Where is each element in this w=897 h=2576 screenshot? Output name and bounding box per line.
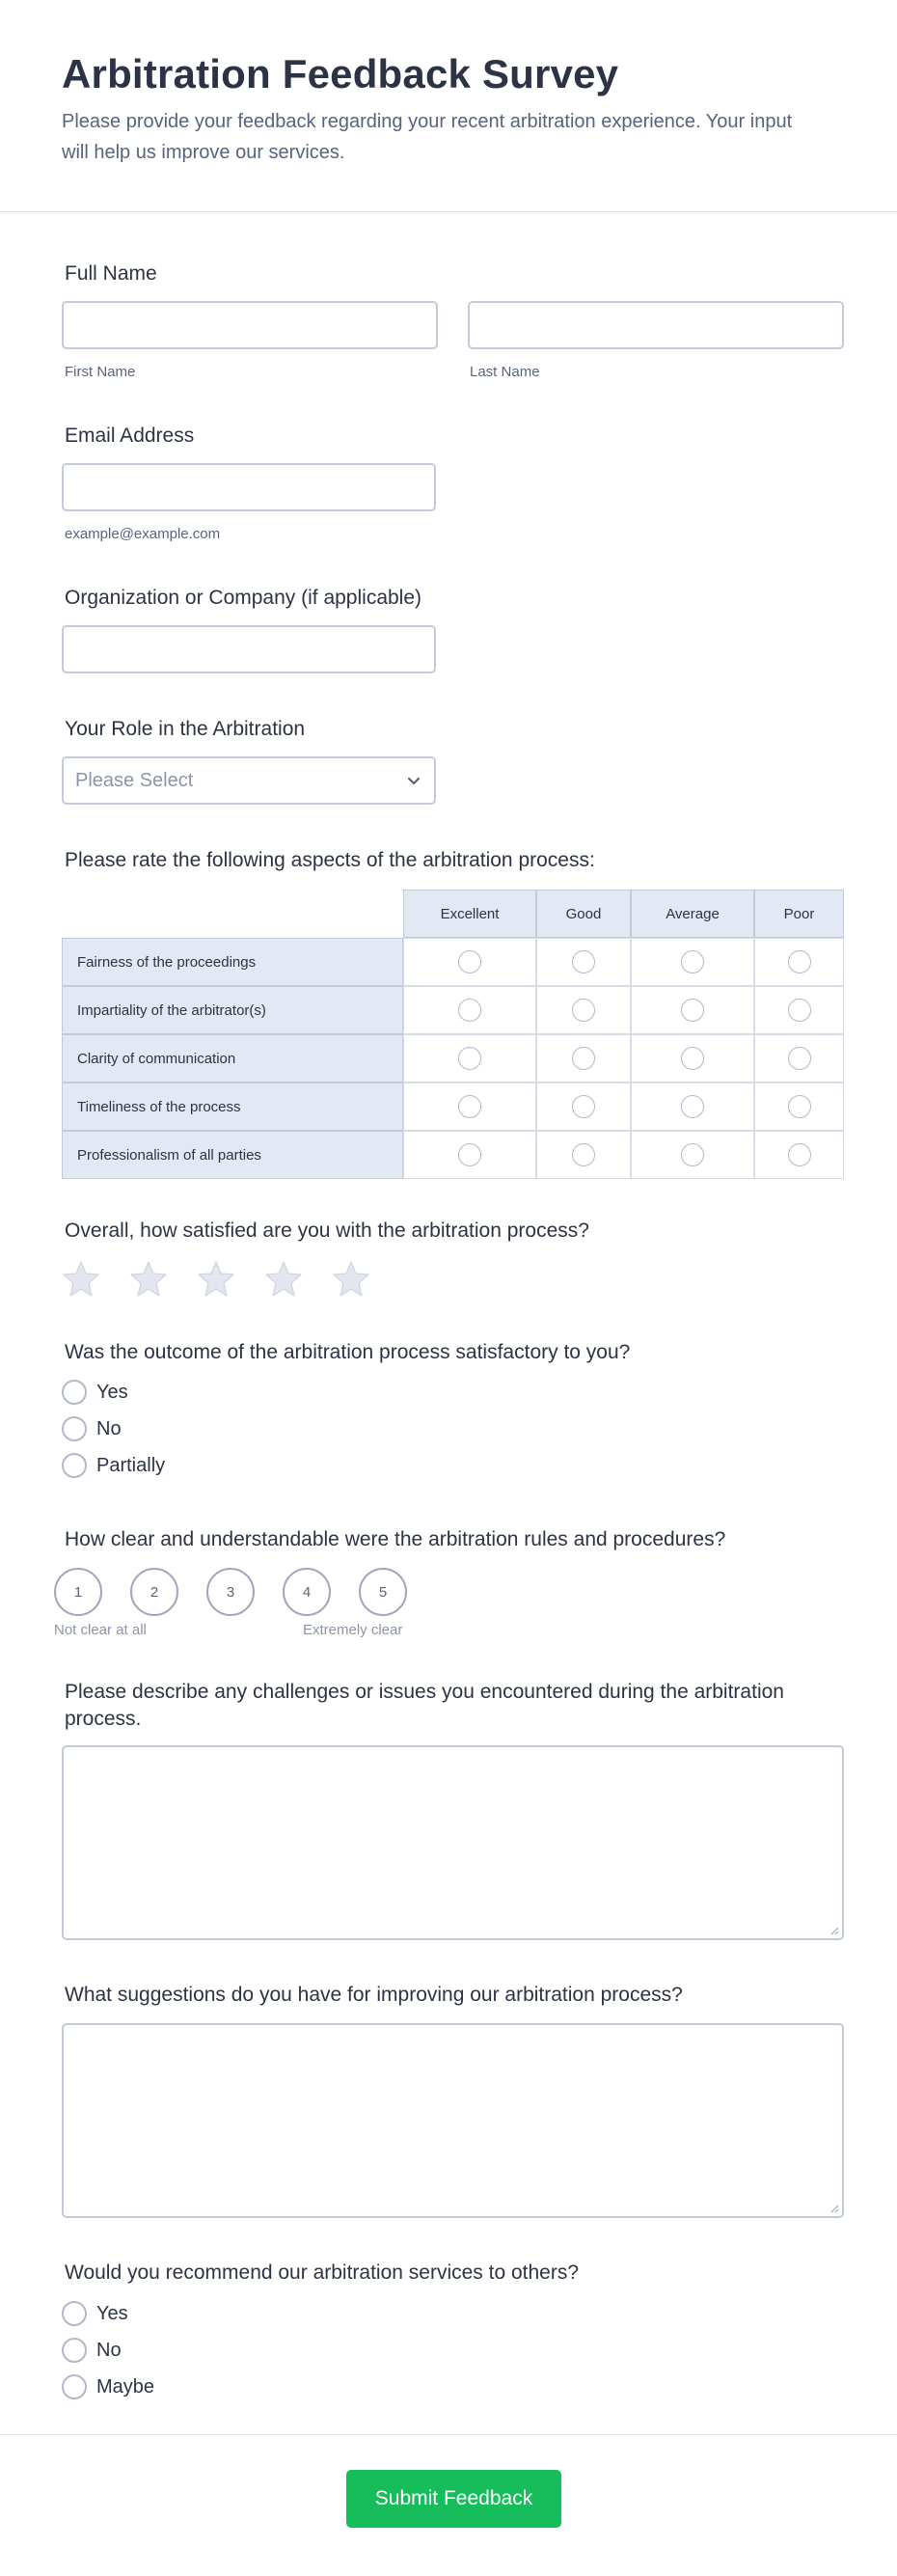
page-subtitle: Please provide your feedback regarding your recent arbitration experience. Your input will help us improve our services.: [62, 111, 793, 163]
star-icon[interactable]: [129, 1259, 168, 1298]
matrix-row-label: Fairness of the proceedings: [62, 938, 403, 986]
role-select-value: Please Select: [75, 769, 194, 791]
recommend-option-maybe[interactable]: [62, 2374, 154, 2399]
role-label: Your Role in the Arbitration: [65, 718, 306, 740]
radio-button[interactable]: [62, 2338, 87, 2363]
resize-handle-icon[interactable]: [829, 2204, 839, 2213]
matrix-row: [62, 1034, 844, 1082]
matrix-radio[interactable]: [681, 1143, 704, 1166]
challenges-textarea[interactable]: [62, 1745, 844, 1940]
matrix-radio[interactable]: [681, 1095, 704, 1118]
matrix-radio[interactable]: [788, 1095, 811, 1118]
matrix-radio[interactable]: [681, 950, 704, 973]
scale-option-5[interactable]: 5: [359, 1568, 407, 1616]
scale-high-caption: Extremely clear: [303, 1622, 403, 1638]
suggestions-textarea[interactable]: [62, 2023, 844, 2218]
clarity-label: How clear and understandable were the arbitration rules and procedures?: [65, 1528, 726, 1550]
matrix-row-label: Timeliness of the process: [62, 1082, 403, 1131]
matrix-radio[interactable]: [458, 1047, 481, 1070]
radio-label: Yes: [96, 2302, 128, 2324]
matrix-radio[interactable]: [681, 999, 704, 1022]
star-icon[interactable]: [264, 1259, 303, 1298]
matrix-col-header: Poor: [754, 890, 844, 938]
matrix-radio[interactable]: [572, 950, 595, 973]
recommend-option-no[interactable]: [62, 2338, 122, 2363]
first-name-sublabel: First Name: [65, 364, 136, 380]
organization-label: Organization or Company (if applicable): [65, 587, 422, 609]
scale-option-1[interactable]: 1: [54, 1568, 102, 1616]
radio-button[interactable]: [62, 1380, 87, 1405]
scale-low-caption: Not clear at all: [54, 1622, 147, 1638]
submit-button[interactable]: Submit Feedback: [346, 2470, 561, 2528]
matrix-radio[interactable]: [572, 999, 595, 1022]
matrix-radio[interactable]: [572, 1095, 595, 1118]
matrix-row-label: Impartiality of the arbitrator(s): [62, 986, 403, 1034]
matrix-col-header: Average: [631, 890, 754, 938]
radio-button[interactable]: [62, 1453, 87, 1478]
outcome-option-partially[interactable]: [62, 1453, 165, 1478]
radio-label: No: [96, 2339, 122, 2361]
resize-handle-icon[interactable]: [829, 1926, 839, 1935]
recommend-option-yes[interactable]: [62, 2301, 128, 2326]
radio-button[interactable]: [62, 2374, 87, 2399]
matrix-radio[interactable]: [788, 950, 811, 973]
matrix-radio[interactable]: [458, 1095, 481, 1118]
matrix-row: [62, 986, 844, 1034]
page-title: Arbitration Feedback Survey: [62, 51, 619, 96]
outcome-label: Was the outcome of the arbitration process satisfactory to you?: [65, 1341, 631, 1363]
outcome-option-yes[interactable]: [62, 1380, 128, 1405]
scale-option-2[interactable]: 2: [130, 1568, 178, 1616]
matrix-col-header: Excellent: [403, 890, 536, 938]
email-label: Email Address: [65, 425, 195, 447]
matrix-radio[interactable]: [458, 950, 481, 973]
matrix-radio[interactable]: [788, 1143, 811, 1166]
organization-input[interactable]: [62, 625, 436, 673]
suggestions-label: What suggestions do you have for improving our arbitration process?: [65, 1984, 683, 2006]
rating-matrix: [62, 890, 844, 1179]
recommend-label: Would you recommend our arbitration services to others?: [65, 2261, 580, 2284]
matrix-corner: [62, 890, 403, 938]
last-name-sublabel: Last Name: [470, 364, 540, 380]
matrix-radio[interactable]: [572, 1143, 595, 1166]
radio-button[interactable]: [62, 1416, 87, 1441]
matrix-col-header: Good: [536, 890, 631, 938]
matrix-radio[interactable]: [788, 999, 811, 1022]
form-header: [0, 0, 897, 212]
radio-label: Partially: [96, 1454, 166, 1476]
radio-button[interactable]: [62, 2301, 87, 2326]
full-name-label: Full Name: [65, 262, 157, 285]
matrix-radio[interactable]: [788, 1047, 811, 1070]
star-rating: [62, 1259, 370, 1298]
scale-option-4[interactable]: 4: [283, 1568, 331, 1616]
star-icon[interactable]: [197, 1259, 235, 1298]
chevron-down-icon: [405, 772, 422, 789]
challenges-label: Please describe any challenges or issues you encountered during the arbitration process.: [65, 1681, 784, 1730]
email-sublabel: example@example.com: [65, 526, 221, 542]
star-icon[interactable]: [332, 1259, 370, 1298]
matrix-row-label: Clarity of communication: [62, 1034, 403, 1082]
matrix-row: [62, 1131, 844, 1179]
outcome-option-no[interactable]: [62, 1416, 122, 1441]
scale-option-3[interactable]: 3: [206, 1568, 255, 1616]
role-select[interactable]: [62, 756, 436, 805]
matrix-radio[interactable]: [572, 1047, 595, 1070]
star-icon[interactable]: [62, 1259, 100, 1298]
first-name-input[interactable]: [62, 301, 438, 349]
matrix-row: [62, 938, 844, 986]
radio-label: Maybe: [96, 2375, 155, 2398]
matrix-label: Please rate the following aspects of the arbitration process:: [65, 849, 595, 871]
radio-label: Yes: [96, 1381, 128, 1403]
radio-label: No: [96, 1417, 122, 1439]
matrix-row-label: Professionalism of all parties: [62, 1131, 403, 1179]
matrix-row: [62, 1082, 844, 1131]
email-input[interactable]: [62, 463, 436, 511]
satisfaction-label: Overall, how satisfied are you with the arbitration process?: [65, 1219, 589, 1242]
matrix-radio[interactable]: [458, 999, 481, 1022]
matrix-radio[interactable]: [458, 1143, 481, 1166]
matrix-radio[interactable]: [681, 1047, 704, 1070]
last-name-input[interactable]: [468, 301, 844, 349]
footer-divider: [0, 2434, 897, 2435]
